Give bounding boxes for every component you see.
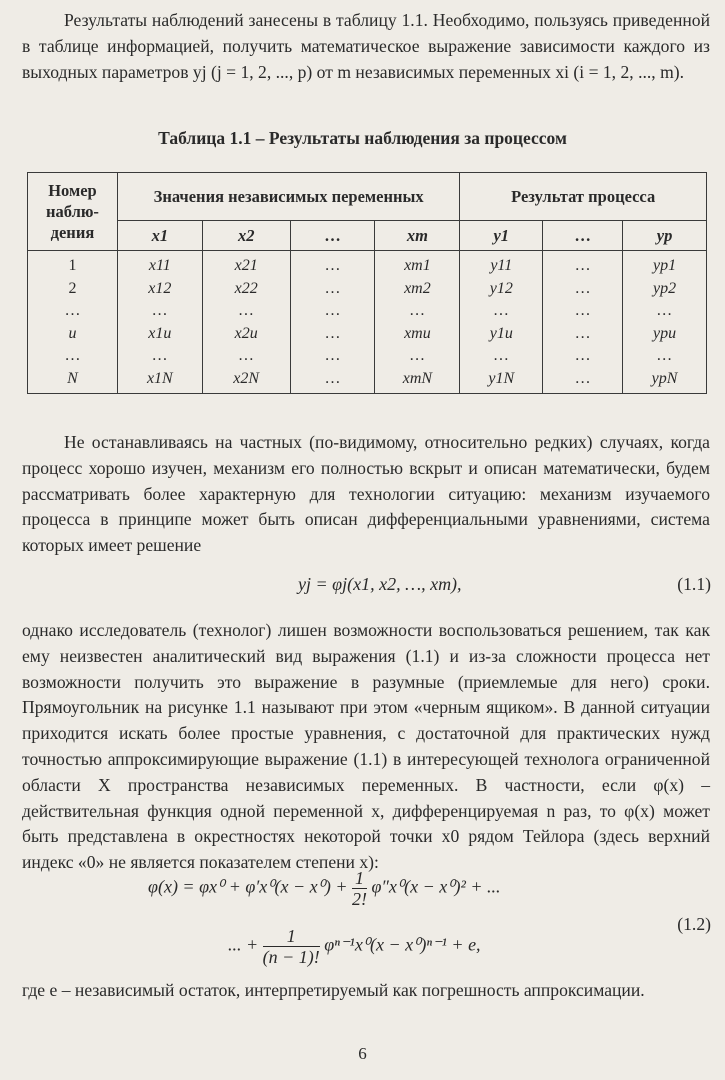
table-caption: Таблица 1.1 – Результаты наблюдения за процессом bbox=[158, 128, 567, 148]
subheader-y1: y1 bbox=[460, 221, 543, 251]
column-observation: 1 2 … u … N bbox=[28, 251, 118, 394]
paragraph-2: Не останавливаясь на частных (по-видимому, относительно редких) случаях, когда процесс хорошо изучен, механизм его полностью вскрыт и описан математически, будем рассматривать более характерную для технологии ситуацию: механизм изучаемого процесса в принципе может быть описан дифференциальными уравнениями, система которых имеет решение bbox=[22, 432, 710, 556]
paragraph-3: однако исследователь (технолог) лишен возможности воспользоваться решением, так как ему неизвестен аналитический вид выражения (1.1) и из-за сложности процесса нет возможности получить это выражение в разумные (приемлемые для него) сроки. Прямоугольник на рисунке 1.1 называют при этом «черным ящиком». В данной ситуации приходится искать более простые уравнения, с достаточной для практических нужд точностью аппроксимирующие выражение (1.1) в интересующей технолога ограниченной области X пространства независимых переменных. В частности, если φ(x) – действительная функция одной переменной x, дифференцируемая n раз, то φ(x) может быть представлена в окрестностях некоторой точки x0 рядом Тейлора (здесь верхний индекс «0» не является показателем степени x): bbox=[22, 620, 710, 873]
equation-1-1-number: (1.1) bbox=[677, 574, 711, 594]
equation-1-1: yj = φj(x1, x2, …, xm), bbox=[298, 574, 462, 594]
column-y1: y11 y12 … y1u … y1N bbox=[460, 251, 543, 394]
page-number: 6 bbox=[358, 1044, 367, 1063]
observations-table bbox=[27, 172, 707, 394]
column-dots: … … … … … … bbox=[290, 251, 375, 394]
column-xm: xm1 xm2 … xmu … xmN bbox=[375, 251, 460, 394]
equation-1-2-number: (1.2) bbox=[677, 914, 711, 934]
subheader-yp: yp bbox=[623, 221, 707, 251]
subheader-dots: … bbox=[543, 221, 623, 251]
header-process-result: Результат процесса bbox=[460, 173, 707, 221]
subheader-x2: x2 bbox=[202, 221, 290, 251]
column-yp: yp1 yp2 … ypu … ypN bbox=[623, 251, 707, 394]
subheader-xm: xm bbox=[375, 221, 460, 251]
intro-paragraph: Результаты наблюдений занесены в таблицу 1.1. Необходимо, пользуясь приведенной в таблице информацией, получить математическое выражение зависимости каждого из выходных параметров yj (j = 1, 2, ..., p) от m независимых переменных xi (i = 1, 2, ..., m). bbox=[22, 10, 710, 82]
subheader-x1: x1 bbox=[117, 221, 202, 251]
fraction: $\frac{1}{2!}$ bbox=[351, 868, 367, 909]
equation-1-2-line-2: ... + $\frac{1}{(n - 1)!}$ φⁿ⁻¹x⁰(x − x⁰)ⁿ⁻¹ + e, bbox=[228, 926, 481, 967]
column-x1: x11 x12 … x1u … x1N bbox=[117, 251, 202, 394]
equation-1-2-line-1: φ(x) = φx⁰ + φ′x⁰(x − x⁰) + $\frac{1}{2!}$ φ″x⁰(x − x⁰)² + ... bbox=[148, 868, 501, 909]
header-observation-number: Номер наблю-дения bbox=[28, 173, 118, 251]
paragraph-4: где e – независимый остаток, интерпретируемый как погрешность аппроксимации. bbox=[22, 980, 645, 1000]
column-dots: … … … … … … bbox=[543, 251, 623, 394]
subheader-dots: … bbox=[290, 221, 375, 251]
fraction: $\frac{1}{(n - 1)!}$ bbox=[262, 926, 320, 967]
header-independent-variables: Значения независимых переменных bbox=[117, 173, 459, 221]
column-x2: x21 x22 … x2u … x2N bbox=[202, 251, 290, 394]
